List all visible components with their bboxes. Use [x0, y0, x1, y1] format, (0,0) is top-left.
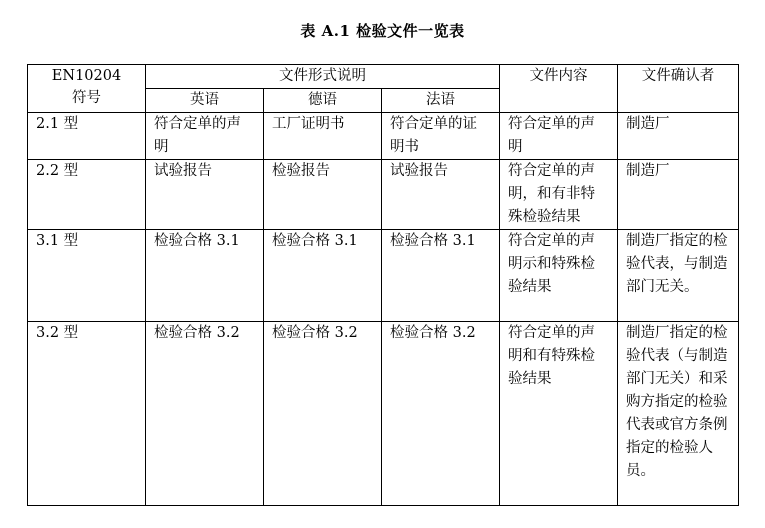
cell-symbol: 2.2 型 — [28, 160, 146, 230]
cell-german: 检验报告 — [264, 160, 382, 230]
header-symbol-line2: 符号 — [72, 90, 101, 106]
cell-english: 试验报告 — [146, 160, 264, 230]
table-title: 表 A.1 检验文件一览表 — [300, 22, 465, 40]
header-row-top — [28, 65, 739, 89]
header-english: 英语 — [146, 89, 264, 113]
cell-content: 符合定单的声明，和有非特殊检验结果 — [500, 160, 618, 230]
cell-english: 符合定单的声明 — [146, 113, 264, 160]
cell-content: 符合定单的声明示和特殊检验结果 — [500, 230, 618, 322]
cell-english: 检验合格 3.2 — [146, 322, 264, 506]
cell-french: 试验报告 — [382, 160, 500, 230]
cell-confirmer: 制造厂指定的检验代表，与制造部门无关。 — [618, 230, 739, 322]
cell-german: 检验合格 3.1 — [264, 230, 382, 322]
cell-symbol: 3.2 型 — [28, 322, 146, 506]
inspection-documents-table — [27, 64, 739, 506]
cell-french: 符合定单的证明书 — [382, 113, 500, 160]
table-row — [28, 160, 739, 230]
header-content: 文件内容 — [500, 65, 618, 113]
header-confirmer: 文件确认者 — [618, 65, 739, 113]
table-row — [28, 322, 739, 506]
header-german: 德语 — [264, 89, 382, 113]
cell-content: 符合定单的声明 — [500, 113, 618, 160]
cell-german: 工厂证明书 — [264, 113, 382, 160]
cell-symbol: 3.1 型 — [28, 230, 146, 322]
cell-french: 检验合格 3.2 — [382, 322, 500, 506]
cell-confirmer: 制造厂 — [618, 113, 739, 160]
table-row — [28, 230, 739, 322]
cell-confirmer: 制造厂 — [618, 160, 739, 230]
header-form-group: 文件形式说明 — [146, 65, 500, 89]
header-symbol-line1: EN10204 — [51, 68, 122, 84]
cell-content: 符合定单的声明和有特殊检验结果 — [500, 322, 618, 506]
cell-symbol: 2.1 型 — [28, 113, 146, 160]
header-symbol — [28, 65, 146, 113]
header-french: 法语 — [382, 89, 500, 113]
cell-english: 检验合格 3.1 — [146, 230, 264, 322]
cell-french: 检验合格 3.1 — [382, 230, 500, 322]
table-row — [28, 113, 739, 160]
cell-confirmer: 制造厂指定的检验代表（与制造部门无关）和采购方指定的检验代表或官方条例指定的检验人员。 — [618, 322, 739, 506]
cell-german: 检验合格 3.2 — [264, 322, 382, 506]
